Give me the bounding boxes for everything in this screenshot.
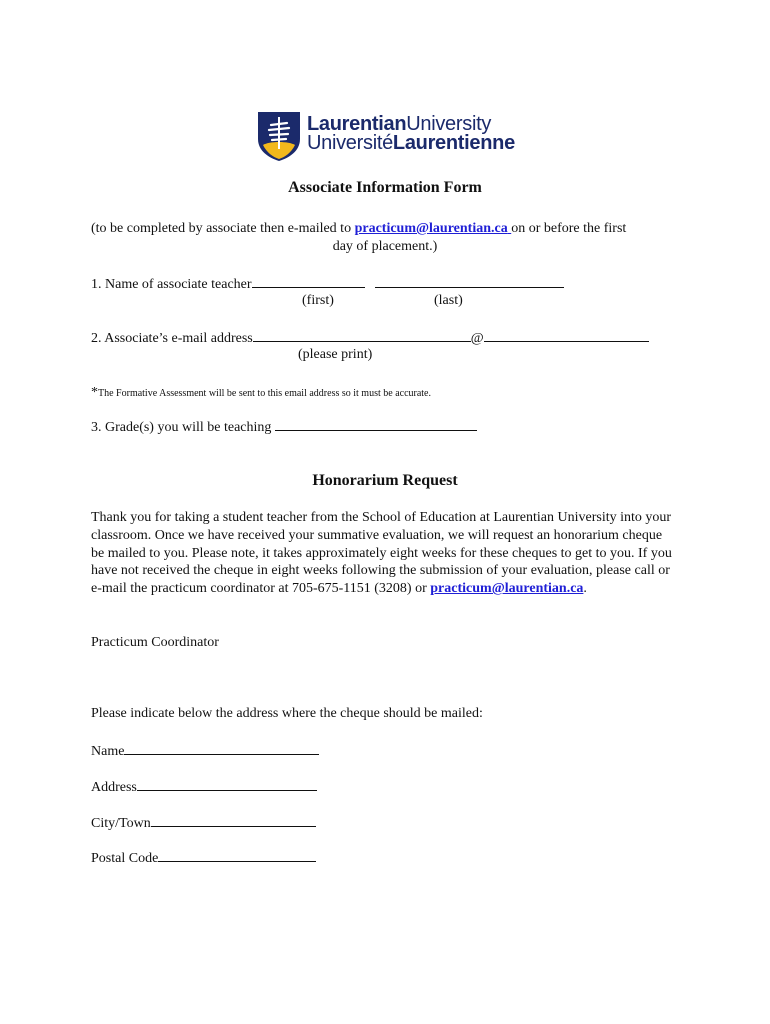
logo-text-line1: LaurentianUniversity <box>307 113 492 135</box>
logo-text-line2: UniversitéLaurentienne <box>307 132 515 154</box>
associate-name-row <box>91 275 564 293</box>
please-print-hint: (please print) <box>298 347 373 362</box>
grades-row <box>91 418 477 436</box>
mailing-postal-field[interactable] <box>158 849 316 862</box>
mailing-prompt: Please indicate below the address where the cheque should be mailed: <box>91 706 483 721</box>
email-accuracy-note: *The Formative Assessment will be sent to this email address so it must be accurate. <box>91 385 431 400</box>
mailing-address-label: Address <box>91 780 137 795</box>
instructions-line1: (to be completed by associate then e-mailed to practicum@laurentian.ca on or before the first <box>91 221 627 236</box>
mailing-postal-label: Postal Code <box>91 851 159 866</box>
mailing-name-row <box>91 742 319 760</box>
mailing-name-field[interactable] <box>124 742 319 755</box>
first-name-field[interactable] <box>252 275 365 288</box>
practicum-coordinator-signature: Practicum Coordinator <box>91 635 219 650</box>
associate-email-label: 2. Associate’s e-mail address <box>91 331 253 346</box>
practicum-email-link[interactable]: practicum@laurentian.ca <box>354 221 508 236</box>
mailing-city-label: City/Town <box>91 816 151 831</box>
mailing-address-field[interactable] <box>137 778 317 791</box>
grades-field[interactable] <box>275 418 477 431</box>
mailing-postal-row <box>91 849 316 867</box>
mailing-name-label: Name <box>91 744 125 759</box>
at-sign: @ <box>470 331 484 346</box>
mailing-city-field[interactable] <box>151 814 316 827</box>
mailing-city-row <box>91 814 316 832</box>
associate-email-row <box>91 329 649 347</box>
last-hint: (last) <box>434 293 463 308</box>
honorarium-title: Honorarium Request <box>312 472 458 489</box>
shield-emblem-icon <box>257 111 301 161</box>
instructions-line2: day of placement.) <box>332 239 438 254</box>
first-hint: (first) <box>302 293 334 308</box>
mailing-address-row <box>91 778 317 796</box>
grades-label: 3. Grade(s) you will be teaching <box>91 420 272 435</box>
honorarium-paragraph: Thank you for taking a student teacher from the School of Education at Laurentian University into your classroom. Once we have received your summative evaluation, we will request an honorarium cheque be mailed to you. Please note, it takes approximately eight weeks for these cheques to get to you. If you have not received the cheque in eight weeks following the submission of your evaluation, please call or e-mail the practicum coordinator at 705-675-1151 (3208) or practicum@laurentian.ca. <box>91 510 672 597</box>
email-domain-field[interactable] <box>484 329 649 342</box>
last-name-field[interactable] <box>375 275 564 288</box>
associate-name-label: 1. Name of associate teacher <box>91 277 252 292</box>
coordinator-email-link[interactable]: practicum@laurentian.ca <box>430 581 584 597</box>
email-user-field[interactable] <box>253 329 471 342</box>
form-title: Associate Information Form <box>288 179 482 196</box>
